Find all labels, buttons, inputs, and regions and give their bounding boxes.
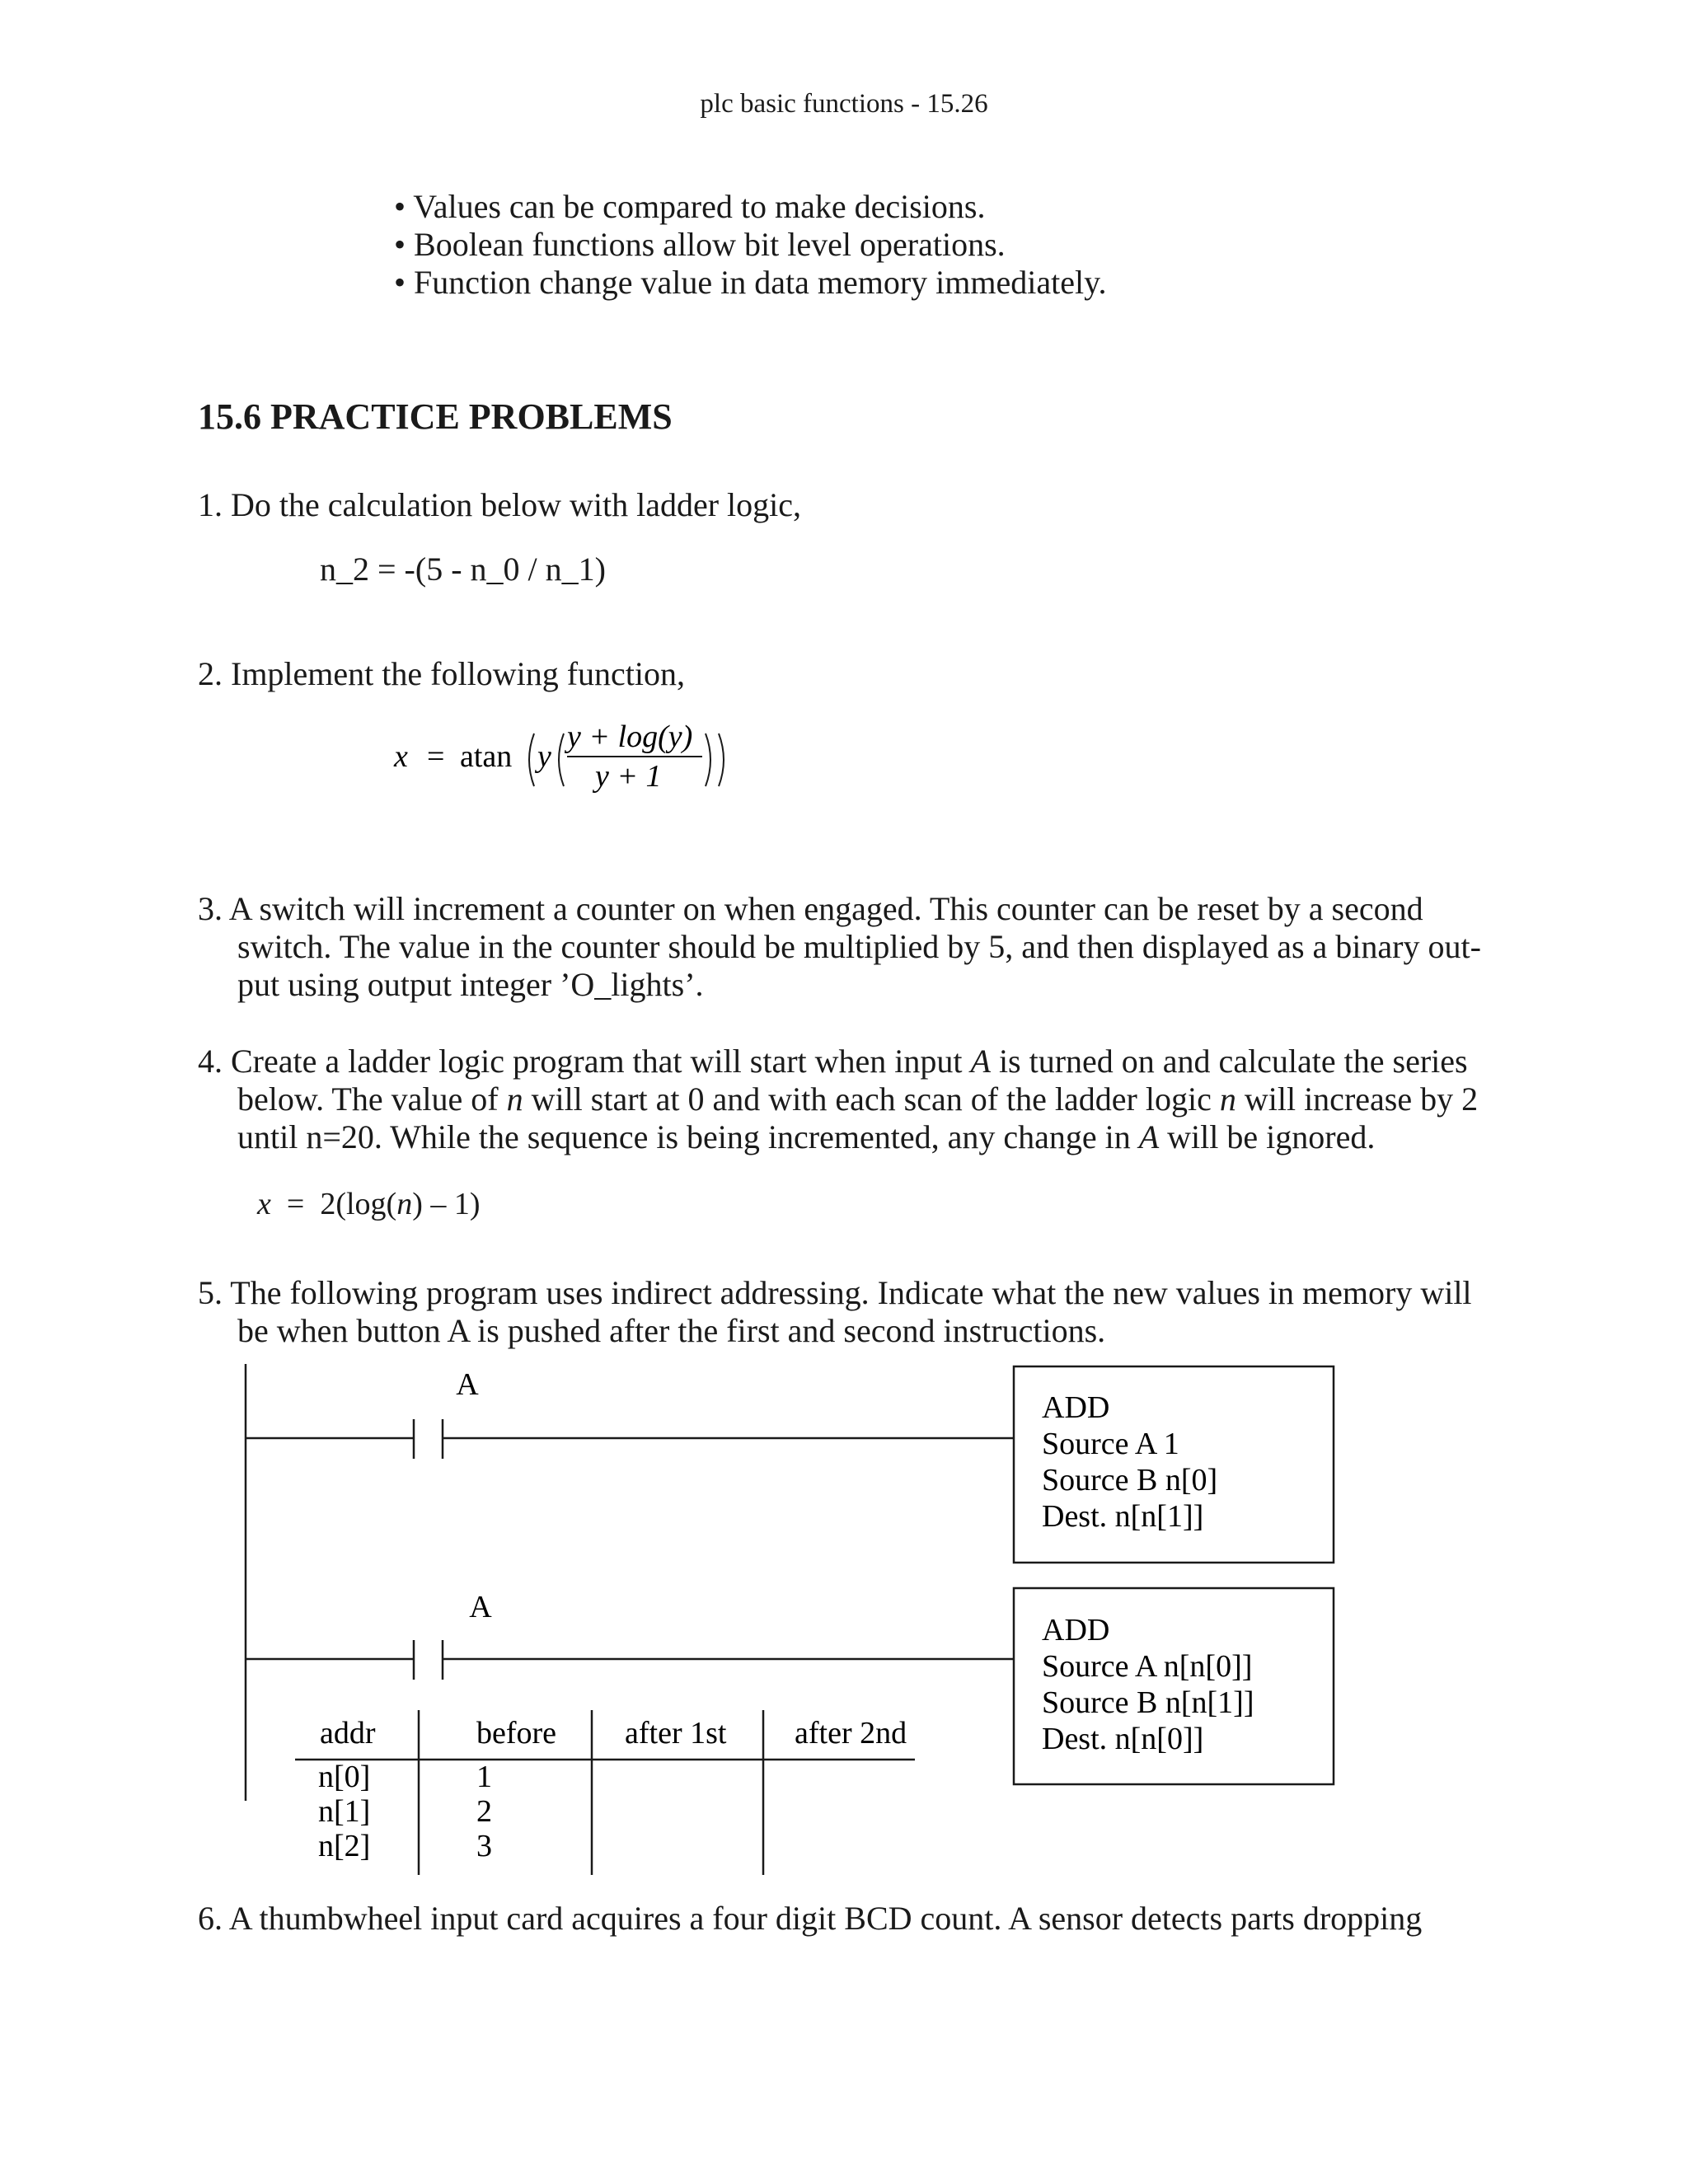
rung-2-block-line: ADD [1042, 1613, 1110, 1647]
problem-4-line-3: until n=20. While the sequence is being incremented, any change in A will be ignored. [237, 1118, 1376, 1155]
problem-6-text: 6. A thumbwheel input card acquires a four digit BCD count. A sensor detects parts dropping [198, 1900, 1423, 1937]
bullet-item: • Function change value in data memory immediately. [394, 264, 1107, 301]
rung-2-contact-label: A [469, 1590, 492, 1624]
problem-1-equation: n_2 = -(5 - n_0 / n_1) [320, 551, 606, 588]
problem-4-line-1: 4. Create a ladder logic program that will start when input A is turned on and calculate the series [198, 1043, 1468, 1080]
table-cell-addr: n[2] [318, 1829, 371, 1863]
table-header-after-1st: after 1st [625, 1716, 727, 1750]
rung-2-block-line: Dest. n[n[0]] [1042, 1722, 1204, 1756]
rung-1-block-line: Source A 1 [1042, 1427, 1179, 1461]
rung-1-block-line: Dest. n[n[1]] [1042, 1499, 1204, 1534]
problem-1-text: 1. Do the calculation below with ladder logic, [198, 486, 802, 523]
table-header-before: before [476, 1716, 557, 1750]
rung-2-block-line: Source B n[n[1]] [1042, 1685, 1254, 1720]
problem-2-text: 2. Implement the following function, [198, 655, 685, 692]
table-cell-before: 2 [476, 1794, 492, 1829]
eq-numerator: y + log(y) [567, 719, 693, 754]
problem-3-line-2: switch. The value in the counter should be multiplied by 5, and then displayed as a binary out- [237, 928, 1481, 965]
eq-denominator: y + 1 [595, 759, 662, 794]
eq-equals: = [427, 739, 445, 774]
problem-4-equation: x = 2(log(n) – 1) [257, 1187, 481, 1221]
rung-1-block-line: ADD [1042, 1390, 1110, 1425]
rung-2-block-line: Source A n[n[0]] [1042, 1649, 1253, 1684]
problem-3-line-1: 3. A switch will increment a counter on when engaged. This counter can be reset by a second [198, 890, 1423, 927]
rung-1-contact-label: A [456, 1367, 479, 1402]
bullet-item: • Boolean functions allow bit level operations. [394, 226, 1006, 263]
table-header-after-2nd: after 2nd [795, 1716, 907, 1750]
section-title: 15.6 PRACTICE PROBLEMS [198, 396, 673, 437]
problem-5-line-1: 5. The following program uses indirect addressing. Indicate what the new values in memory will [198, 1274, 1472, 1311]
table-cell-addr: n[0] [318, 1760, 371, 1794]
rung-1-block-line: Source B n[0] [1042, 1463, 1218, 1497]
table-cell-before: 1 [476, 1760, 492, 1794]
eq-y: y [537, 739, 551, 774]
problem-3-line-3: put using output integer ’O_lights’. [237, 966, 704, 1003]
eq-function: atan [460, 739, 513, 774]
table-cell-before: 3 [476, 1829, 492, 1863]
table-cell-addr: n[1] [318, 1794, 371, 1829]
bullet-item: • Values can be compared to make decisions. [394, 188, 986, 225]
eq-lhs: x [394, 739, 408, 774]
table-header-addr: addr [320, 1716, 376, 1750]
problem-4-line-2: below. The value of n will start at 0 and with each scan of the ladder logic n will increase by 2 [237, 1080, 1479, 1118]
problem-5-line-2: be when button A is pushed after the first and second instructions. [237, 1312, 1106, 1349]
page-header: plc basic functions - 15.26 [700, 89, 988, 119]
